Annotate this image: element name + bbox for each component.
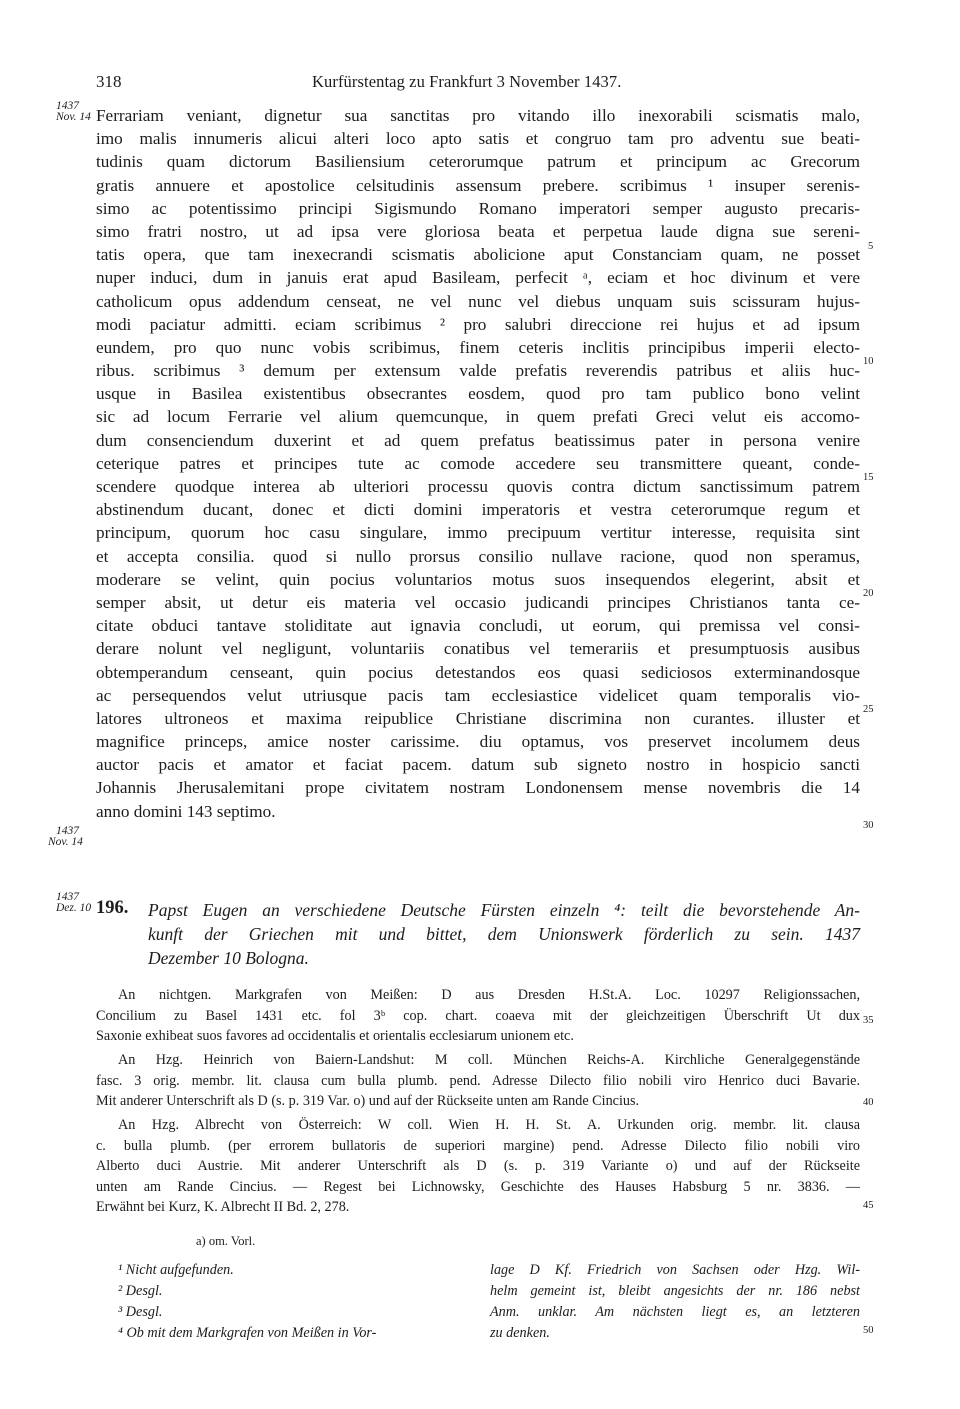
body-line: tatis opera, que tam inexecrandi scismatis abolicione aput Constanciam quam, ne posset bbox=[96, 245, 860, 265]
body-line: latores ultroneos et maxima reipublice Christiane discrimina non curantes. illuster et bbox=[96, 708, 860, 728]
body-line: imo malis innumeris alicui alteri loco apto satis et congruo tam pro adventu sue beati- bbox=[96, 129, 860, 149]
footnote: ⁴ Ob mit dem Markgrafen von Meißen in Vor- bbox=[118, 1325, 377, 1341]
margin-date-doc bbox=[56, 892, 91, 914]
document-number: 196. bbox=[96, 898, 129, 918]
line-number: 20 bbox=[863, 588, 874, 599]
source-note bbox=[96, 1115, 860, 1218]
body-line: gratis annuere et apostolice celsitudinis assensum prebere. scribimus ¹ insuper serenis- bbox=[96, 175, 860, 195]
body-line: auctor pacis et amator et faciat pacem. datum sub signeto nostro in hospicio sancti bbox=[96, 755, 860, 775]
body-line: nuper induci, dum in januis erat apud Basileam, perfecit ᵃ, eciam et hoc divinum et vere bbox=[96, 268, 860, 288]
line-number: 15 bbox=[863, 472, 874, 483]
body-line: scendere quodque interea ab ulteriori processu quovis contra dictum sanctissimum patrem bbox=[96, 477, 860, 496]
title-line: Dezember 10 Bologna. bbox=[148, 948, 309, 968]
document-title bbox=[148, 898, 860, 970]
body-line: eundem, pro quo nunc vobis scribimus, finem ceteris inclitis principibus imperii electo- bbox=[96, 337, 860, 357]
body-line: modi paciatur admitti. eciam scribimus ² pro salubri direccione rei hujus et ad ipsum bbox=[96, 314, 860, 334]
title-line: kunft der Griechen mit und bittet, dem Unionswerk förderlich zu sein. 1437 bbox=[148, 924, 860, 944]
body-line: principum, quorum hoc casu singulare, immo precipuum vertitur interesse, requisita sint bbox=[96, 523, 860, 543]
source-line: unten am Rande Cincius. — Regest bei Lichnowsky, Geschichte des Hauses Habsburg 5 nr. 3836. — bbox=[96, 1178, 860, 1195]
source-line: Alberto duci Austrie. Mit anderer Unterschrift als D (s. p. 319 Variante o) und auf der Rückseite bbox=[96, 1158, 860, 1175]
line-number: 50 bbox=[863, 1325, 874, 1336]
line-number: 10 bbox=[863, 356, 874, 367]
source-line: An nichtgen. Markgrafen von Meißen: D aus Dresden H.St.A. Loc. 10297 Religionssachen, bbox=[118, 987, 860, 1003]
body-line: derare nolunt vel negligunt, voluntariis conatibus vel temerariis et presumptuosis ausibus bbox=[96, 639, 860, 659]
body-line: citate obduci tantave stoliditate aut ignavia concludi, ut eorum, qui premissa vel consi- bbox=[96, 616, 860, 636]
line-number: 45 bbox=[863, 1200, 874, 1211]
source-line: fasc. 3 orig. membr. lit. clausa cum bulla plumb. pend. Adresse Dilecto filio nobili viro Henrico duci Bavarie. bbox=[96, 1072, 860, 1089]
body-line: tudinis quam dictorum Basiliensium ceterorumque patrum et principum ac Grecorum bbox=[96, 152, 860, 172]
margin-day: Nov. 14 bbox=[48, 836, 83, 848]
body-line: ceterique patres et principes tute ac comode accedere seu transmittere queant, conde- bbox=[96, 453, 860, 473]
body-line: Johannis Jherusalemitani prope civitatem nostram Londonensem mense novembris die 14 bbox=[96, 778, 860, 798]
margin-date-mid bbox=[48, 826, 83, 848]
source-line: Saxonie exhibeat suos favores ad occidentalis et orientalis ecclesiarum unionem etc. bbox=[96, 1028, 574, 1045]
running-title: Kurfürstentag zu Frankfurt 3 November 1437. bbox=[312, 72, 622, 91]
footnote-continuation: zu denken. bbox=[490, 1325, 550, 1341]
footnote: ² Desgl. bbox=[118, 1283, 163, 1299]
body-line: obtemperandum censeant, quin pocius detestandos eos quasi sediciosos exterminandosque bbox=[96, 662, 860, 682]
source-line: Mit anderer Unterschrift als D (s. p. 319 Var. o) und auf der Rückseite unten am Rande Cincius. bbox=[96, 1093, 640, 1110]
margin-year: 1437 bbox=[56, 825, 79, 837]
source-line: An Hzg. Albrecht von Österreich: W coll. Wien H. H. St. A. Urkunden orig. membr. lit. clausa bbox=[118, 1117, 860, 1133]
body-line: simo fratri nostro, ut ad ipsa vere gloriosa beata et perpetua laude digna sue sereni- bbox=[96, 221, 860, 241]
body-line: abstinendum ducant, donec et dicti domini imperatoris et vestra ceterorumque regum et bbox=[96, 500, 860, 520]
line-number: 40 bbox=[863, 1097, 874, 1108]
body-line: dum consenciendum duxerint et ad quem prefatus beatissimus pater in persona venire bbox=[96, 430, 860, 450]
source-line: Erwähnt bei Kurz, K. Albrecht II Bd. 2, 278. bbox=[96, 1199, 350, 1216]
body-line: catholicum opus addendum censeat, ne vel nunc vel diebus unquam suis scissuram hujus- bbox=[96, 291, 860, 311]
source-line: An Hzg. Heinrich von Baiern-Landshut: M coll. München Reichs-A. Kirchliche Generalgegenstände bbox=[118, 1052, 860, 1068]
margin-year: 1437 bbox=[56, 891, 79, 903]
source-note bbox=[96, 1050, 860, 1112]
body-line: magnifice princeps, amice noster carissime. diu optamus, vos preservet incolumem deus bbox=[96, 732, 860, 752]
line-number: 30 bbox=[863, 820, 874, 831]
body-line: moderare se velint, quin pocius voluntarios motus suos insequendos elegerint, absit et bbox=[96, 569, 860, 589]
line-number: 5 bbox=[868, 241, 874, 252]
margin-day: Nov. 14 bbox=[56, 111, 91, 123]
source-line: Concilium zu Basel 1431 etc. fol 3ᵇ cop. chart. coaeva mit der gleichzeitigen Überschrift Ut dux bbox=[96, 1007, 860, 1024]
body-line: ac persequendos velut utriusque pacis tam ecclesiastice videlicet quam temporalis vio- bbox=[96, 685, 860, 705]
footnote: ¹ Nicht aufgefunden. bbox=[118, 1262, 234, 1278]
body-line: semper absit, ut detur eis materia vel occasio judicandi principes Christianos tanta ce- bbox=[96, 592, 860, 612]
source-line: c. bulla plumb. (per errorem bullatoris de superiori margine) pend. Adresse Dilecto filio nobili viro bbox=[96, 1137, 860, 1154]
body-line: usque in Basilea existentibus obsecrantes eosdem, quod pro tam publico bono velint bbox=[96, 384, 860, 404]
letter-body bbox=[96, 104, 860, 823]
source-note bbox=[96, 985, 860, 1047]
footnotes-left bbox=[118, 1260, 376, 1344]
body-line: Ferrariam veniant, dignetur sua sanctitas pro vitando illo inexorabili scismatis malo, bbox=[96, 106, 860, 125]
body-line: ribus. scribimus ³ demum per extensum valde prefatis reverendis patribus et aliis huc- bbox=[96, 361, 860, 381]
footnote-continuation: Anm. unklar. Am nächsten liegt es, an letzteren bbox=[490, 1304, 860, 1320]
margin-date-top bbox=[56, 101, 91, 123]
footnotes-right bbox=[490, 1260, 860, 1344]
page-number: 318 bbox=[96, 72, 122, 91]
body-line: anno domini 143 septimo. bbox=[96, 801, 276, 821]
footnote: ³ Desgl. bbox=[118, 1304, 163, 1320]
title-line: Papst Eugen an verschiedene Deutsche Fürsten einzeln ⁴: teilt die bevorstehende An- bbox=[148, 900, 860, 920]
footnote-continuation: lage D Kf. Friedrich von Sachsen oder Hzg. Wil- bbox=[490, 1262, 860, 1278]
running-header bbox=[0, 72, 960, 96]
body-line: et accepta consilia. quod si nullo prorsus consilio nullave racione, quod non speramus, bbox=[96, 546, 860, 566]
body-line: simo ac potentissimo principi Sigismundo Romano imperatori semper augusto precaris- bbox=[96, 198, 860, 218]
margin-day: Dez. 10 bbox=[56, 902, 92, 914]
line-number: 35 bbox=[863, 1015, 874, 1026]
body-line: sic ad locum Ferrarie vel alium quemcunque, in quem prefati Greci velut eis accomo- bbox=[96, 407, 860, 427]
footnote-continuation: helm gemeint ist, bleibt angesichts der nr. 186 nebst bbox=[490, 1283, 860, 1299]
line-number: 25 bbox=[863, 704, 874, 715]
margin-year: 1437 bbox=[56, 100, 79, 112]
variant-note: a) om. Vorl. bbox=[196, 1234, 256, 1248]
